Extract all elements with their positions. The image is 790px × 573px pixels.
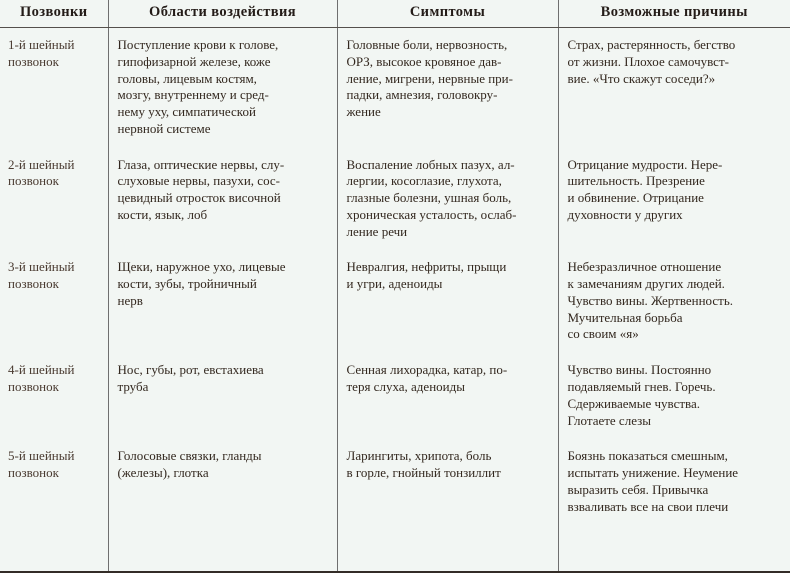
text-line: Головные боли, нервозность, bbox=[346, 37, 508, 52]
text-line: Голосовые связки, гланды bbox=[117, 448, 262, 464]
text-line: ОРЗ, высокое кровяное дав- bbox=[346, 53, 502, 69]
text-line: падки, амнезия, головокру- bbox=[346, 87, 498, 103]
text-line: к замечаниям других людей. bbox=[567, 276, 725, 292]
text-line: позвонок bbox=[8, 53, 59, 69]
table-header-row bbox=[0, 0, 790, 28]
cell-causes bbox=[558, 28, 790, 148]
table-header bbox=[0, 0, 790, 28]
text-line: от жизни. Плохое самочувст- bbox=[567, 53, 729, 69]
text-line: Небезразличное отношение bbox=[567, 259, 722, 275]
text-line: гипофизарной железе, коже bbox=[117, 53, 271, 69]
table-row bbox=[0, 353, 790, 439]
cell-vertebra bbox=[0, 148, 108, 251]
cell-causes bbox=[558, 439, 790, 572]
table-row bbox=[0, 148, 790, 251]
text-line: нерв bbox=[117, 292, 143, 308]
column-header-symptoms: Симптомы bbox=[337, 0, 558, 28]
text-line: цевидный отросток височной bbox=[117, 190, 281, 206]
text-line: Щеки, наружное ухо, лицевые bbox=[117, 259, 286, 275]
text-line: Чувство вины. Постоянно bbox=[567, 362, 712, 378]
cell-causes bbox=[558, 353, 790, 439]
cell-vertebra bbox=[0, 250, 108, 353]
text-line: и угри, аденоиды bbox=[346, 276, 443, 292]
text-line: ление, мигрени, нервные при- bbox=[346, 70, 513, 86]
text-line: ление речи bbox=[346, 223, 408, 239]
cell-vertebra bbox=[0, 353, 108, 439]
text-line: теря слуха, аденоиды bbox=[346, 379, 465, 395]
cell-vertebra bbox=[0, 439, 108, 572]
text-line: Отрицание мудрости. Нере- bbox=[567, 156, 723, 172]
column-header-causes: Возможные причины bbox=[558, 0, 790, 28]
text-line: Сенная лихорадка, катар, по- bbox=[346, 362, 508, 378]
text-line: 4-й шейный bbox=[8, 362, 75, 378]
text-line: (железы), глотка bbox=[117, 465, 209, 481]
cell-symptoms bbox=[337, 148, 558, 251]
cell-symptoms bbox=[337, 28, 558, 148]
text-line: взваливать все на свои плечи bbox=[567, 498, 729, 514]
text-line: Боязнь показаться смешным, bbox=[567, 448, 728, 464]
text-line: Чувство вины. Жертвенность. bbox=[567, 292, 734, 308]
table-body bbox=[0, 28, 790, 573]
text-line: Поступление крови к голове, bbox=[117, 37, 279, 52]
text-line: Глотаете слезы bbox=[567, 412, 651, 428]
text-line: в горле, гнойный тонзиллит bbox=[346, 465, 501, 481]
text-line: 2-й шейный bbox=[8, 156, 75, 172]
text-line: подавляемый гнев. Горечь. bbox=[567, 379, 716, 395]
cell-areas bbox=[108, 439, 337, 572]
cell-areas bbox=[108, 250, 337, 353]
text-line: нему уху, симпатической bbox=[117, 104, 256, 120]
text-line: выразить себя. Привычка bbox=[567, 481, 709, 497]
cell-vertebra bbox=[0, 28, 108, 148]
text-line: жение bbox=[346, 104, 381, 120]
cell-areas bbox=[108, 353, 337, 439]
column-header-vertebra: Позвонки bbox=[0, 0, 108, 28]
table-row bbox=[0, 250, 790, 353]
text-line: нервной системе bbox=[117, 120, 211, 136]
text-line: Невралгия, нефриты, прыщи bbox=[346, 259, 507, 275]
cell-areas bbox=[108, 148, 337, 251]
text-line: Нос, губы, рот, евстахиева bbox=[117, 362, 264, 378]
text-line: позвонок bbox=[8, 173, 59, 189]
cell-symptoms bbox=[337, 353, 558, 439]
text-line: шительность. Презрение bbox=[567, 173, 705, 189]
text-line: 3-й шейный bbox=[8, 259, 75, 275]
cell-symptoms bbox=[337, 439, 558, 572]
text-line: 5-й шейный bbox=[8, 448, 75, 464]
text-line: 1-й шейный bbox=[8, 37, 75, 52]
text-line: труба bbox=[117, 379, 149, 395]
text-line: Воспаление лобных пазух, ал- bbox=[346, 156, 515, 172]
text-line: кости, язык, лоб bbox=[117, 206, 208, 222]
text-line: Ларингиты, хрипота, боль bbox=[346, 448, 492, 464]
text-line: позвонок bbox=[8, 465, 59, 481]
cell-areas bbox=[108, 28, 337, 148]
text-line: хроническая усталость, ослаб- bbox=[346, 206, 517, 222]
text-line: позвонок bbox=[8, 276, 59, 292]
text-line: кости, зубы, тройничный bbox=[117, 276, 257, 292]
text-line: Мучительная борьба bbox=[567, 309, 683, 325]
text-line: позвонок bbox=[8, 379, 59, 395]
text-line: головы, лицевым костям, bbox=[117, 70, 257, 86]
text-line: слуховые нервы, пазухи, сос- bbox=[117, 173, 280, 189]
table-row bbox=[0, 28, 790, 148]
column-header-areas: Области воздействия bbox=[108, 0, 337, 28]
text-line: мозгу, внутреннему и сред- bbox=[117, 87, 269, 103]
cell-symptoms bbox=[337, 250, 558, 353]
text-line: лергии, косоглазие, глухота, bbox=[346, 173, 502, 189]
text-line: испытать унижение. Неумение bbox=[567, 465, 739, 481]
text-line: и обвинение. Отрицание bbox=[567, 190, 704, 206]
text-line: со своим «я» bbox=[567, 326, 639, 342]
cell-causes bbox=[558, 250, 790, 353]
table-row bbox=[0, 439, 790, 572]
text-line: Сдерживаемые чувства. bbox=[567, 395, 701, 411]
text-line: Страх, растерянность, бегство bbox=[567, 37, 736, 52]
text-line: духовности у других bbox=[567, 206, 683, 222]
text-line: вие. «Что скажут соседи?» bbox=[567, 70, 716, 86]
text-line: Глаза, оптические нервы, слу- bbox=[117, 156, 285, 172]
text-line: глазные болезни, ушная боль, bbox=[346, 190, 512, 206]
cell-causes bbox=[558, 148, 790, 251]
